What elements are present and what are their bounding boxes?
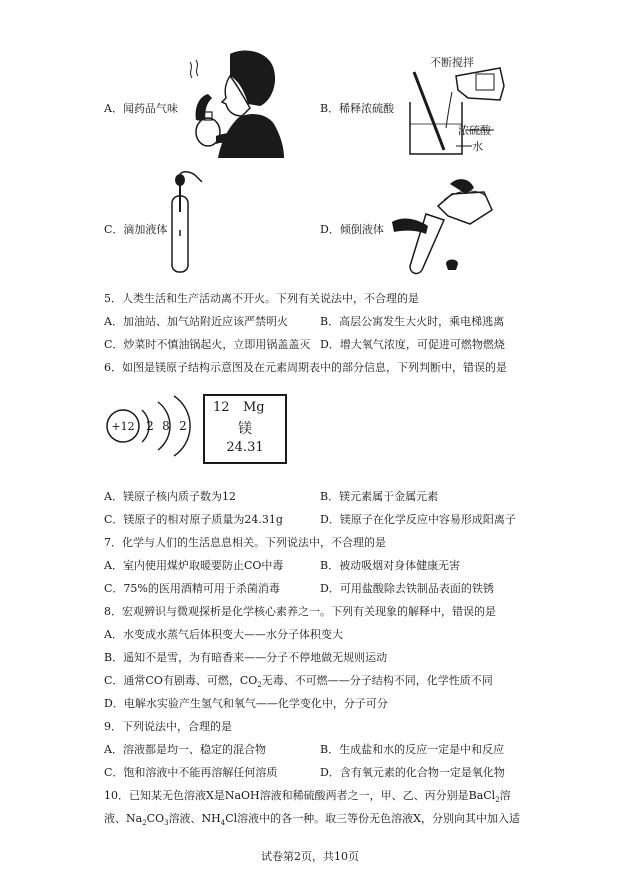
label-stir: 不断搅拌 <box>430 56 474 69</box>
label-acid: 浓硫酸 <box>458 124 491 137</box>
mg-atom-structure-diagram <box>104 390 194 462</box>
q4-option-d: D．倾倒液体 <box>320 223 384 236</box>
q8-option-b: B．遥知不是雪，为有暗香来——分子不停地做无规则运动 <box>104 651 388 664</box>
q9-option-c: C．饱和溶液中不能再溶解任何溶质 <box>104 766 278 779</box>
q5-option-d: D．增大氧气浓度，可促进可燃物燃烧 <box>320 338 505 351</box>
q6-stem: 6．如图是镁原子结构示意图及在元素周期表中的部分信息，下列判断中，错误的是 <box>104 361 507 374</box>
pour-liquid-figure <box>386 170 498 278</box>
shell-1-electrons: 2 <box>146 419 154 433</box>
q7-option-b: B．被动吸烟对身体健康无害 <box>320 559 461 572</box>
mg-periodic-table-cell <box>203 394 287 464</box>
q9-stem: 9．下列说法中，合理的是 <box>104 720 232 733</box>
q7-option-d: D．可用盐酸除去铁制品表面的铁锈 <box>320 582 494 595</box>
q5-option-c: C．炒菜时不慎油锅起火，立即用锅盖盖灭 <box>104 338 311 351</box>
q6-option-b: B．镁元素属于金属元素 <box>320 490 439 503</box>
dilute-acid-figure <box>404 54 516 164</box>
q5-option-b: B．高层公寓发生大火时，乘电梯逃离 <box>320 315 505 328</box>
q9-option-a: A．溶液都是均一、稳定的混合物 <box>104 743 266 756</box>
q6-option-d: D．镁原子在化学反应中容易形成阳离子 <box>320 513 516 526</box>
label-water: 水 <box>472 140 483 153</box>
atomic-number: 12 <box>213 400 230 415</box>
q8-option-c: C．通常CO有剧毒、可燃，$CO_2$无毒、不可燃——分子结构不同，化学性质不同 <box>104 674 493 690</box>
q9-option-d: D．含有氧元素的化合物一定是氧化物 <box>320 766 505 779</box>
q4-option-a: A．闻药品气味 <box>104 102 178 115</box>
element-name: 镁 <box>238 421 252 437</box>
element-symbol: Mg <box>243 400 265 415</box>
q7-option-a: A．室内使用煤炉取暖要防止CO中毒 <box>104 559 284 572</box>
page-footer: 试卷第2页，共10页 <box>261 850 359 863</box>
q6-option-c: C．镁原子的相对原子质量为24.31g <box>104 513 283 526</box>
dropper-figure <box>162 168 206 276</box>
nucleus-charge: +12 <box>111 420 135 433</box>
q7-option-c: C．75%的医用酒精可用于杀菌消毒 <box>104 582 280 595</box>
q4-option-c: C．滴加液体 <box>104 223 168 236</box>
q6-option-a: A．镁原子核内质子数为12 <box>104 490 236 503</box>
shell-2-electrons: 8 <box>162 419 170 433</box>
smell-chemical-figure <box>178 46 290 158</box>
q9-option-b: B．生成盐和水的反应一定是中和反应 <box>320 743 505 756</box>
atomic-mass: 24.31 <box>226 440 264 455</box>
shell-3-electrons: 2 <box>179 419 187 433</box>
q10-stem-line-1: 10．已知某无色溶液X是NaOH溶液和稀硫酸两者之一，甲、乙、丙分别是BaCl$_2$溶 <box>104 789 511 805</box>
q8-stem: 8．宏观辨识与微观探析是化学核心素养之一。下列有关现象的解释中，错误的是 <box>104 605 496 618</box>
q7-stem: 7．化学与人们的生活息息相关。下列说法中，不合理的是 <box>104 536 386 549</box>
q4-option-b: B．稀释浓硫酸 <box>320 102 395 115</box>
q10-stem-line-2: 液、$Na_2CO_3$溶液、$NH_4Cl$溶液中的各一种。取三等份无色溶液X，分别向其中加入适 <box>104 812 521 828</box>
q8-option-a: A．水变成水蒸气后体积变大——水分子体积变大 <box>104 628 343 641</box>
q5-stem: 5．人类生活和生产活动离不开火。下列有关说法中，不合理的是 <box>104 292 419 305</box>
q8-option-d: D．电解水实验产生氢气和氧气——化学变化中，分子可分 <box>104 697 388 710</box>
q5-option-a: A．加油站、加气站附近应该严禁明火 <box>104 315 288 328</box>
